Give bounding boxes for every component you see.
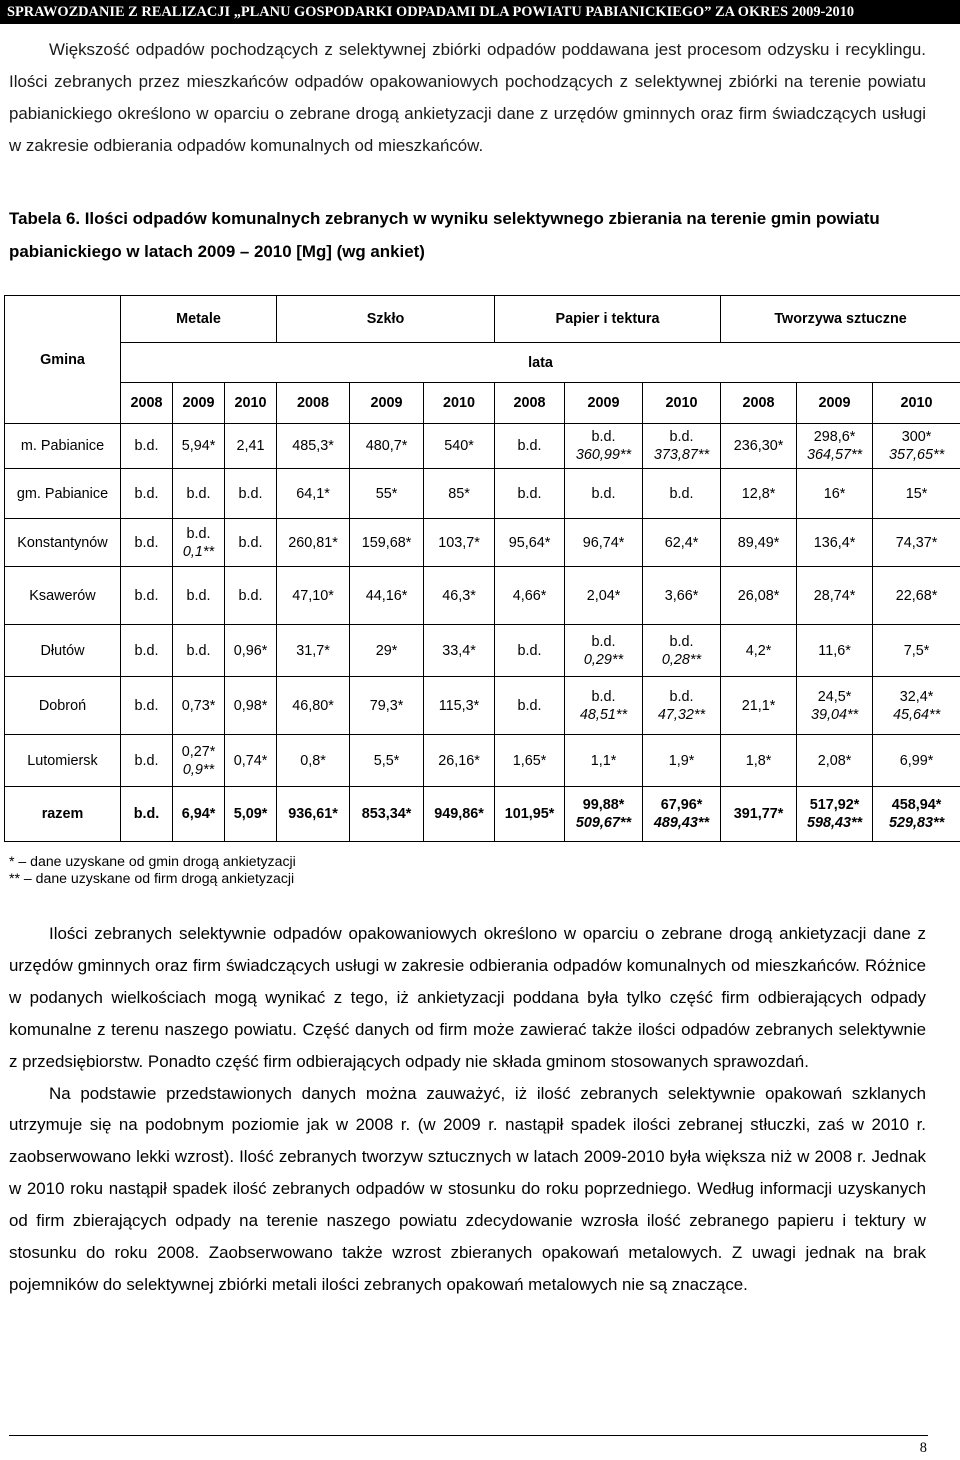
cell-value: 67,96* [660, 797, 703, 813]
cell-value: 540* [444, 438, 474, 454]
data-cell [350, 735, 424, 787]
cell-value: 29* [375, 642, 398, 659]
intro-text: Większość odpadów pochodzących z selektywnej zbiórki odpadów poddawana jest procesom odzysku i recyklingu. Ilości zebranych przez mieszkańców odpadów opakowaniowych pochodzących z selektywnej zbiórki na terenie powiatu pabianickiego określono w oparciu o zebrane drogą ankietyzacji dane z urzędów gminnych oraz firm świadczących usługi w zakresie odbierania odpadów komunalnych od mieszkańców. [9, 40, 926, 155]
data-cell [121, 424, 173, 469]
data-cell [721, 677, 797, 735]
data-cell [721, 625, 797, 677]
table-row [5, 735, 960, 787]
data-cell [350, 787, 424, 842]
gmina-name: m. Pabianice [5, 424, 121, 469]
table-row [5, 424, 960, 469]
data-cell [350, 519, 424, 567]
data-cell [565, 787, 643, 842]
cell-value: 1,1* [590, 752, 617, 769]
cell-value: 47,10* [292, 587, 334, 604]
year-header: 2009 [565, 383, 643, 424]
cell-value: 236,30* [733, 438, 784, 454]
cell-value: 2,41 [236, 438, 265, 454]
data-cell [277, 469, 350, 519]
data-cell [797, 787, 873, 842]
data-cell [424, 787, 495, 842]
cell-value: b.d. [669, 429, 694, 445]
year-header: 2009 [350, 383, 424, 424]
year-header: 2008 [495, 383, 565, 424]
cell-value: b.d. [186, 587, 211, 604]
table-row [5, 567, 960, 625]
data-cell [721, 469, 797, 519]
cell-value: 1,8* [745, 752, 772, 769]
year-header: 2010 [643, 383, 721, 424]
data-cell [277, 519, 350, 567]
lata-header: lata [121, 343, 960, 383]
data-cell [424, 625, 495, 677]
cell-value: 2,08* [817, 752, 852, 769]
cell-value: 21,1* [741, 697, 776, 714]
cell-value-firms: 45,64** [892, 706, 941, 723]
cell-value: b.d. [517, 697, 542, 714]
cell-value-firms: 373,87** [653, 447, 710, 463]
year-header: 2008 [121, 383, 173, 424]
cell-value-firms: 0,29** [583, 651, 624, 668]
data-cell [495, 519, 565, 567]
gmina-name: razem [5, 787, 121, 842]
cell-value-firms: 357,65** [888, 447, 945, 463]
cell-value: b.d. [517, 438, 542, 454]
cell-value: b.d. [591, 485, 616, 502]
data-cell [565, 424, 643, 469]
cell-value: 0,74* [233, 752, 268, 769]
data-cell [565, 469, 643, 519]
cell-value: 391,77* [733, 806, 784, 822]
cell-value: 64,1* [296, 485, 330, 502]
data-cell [225, 625, 277, 677]
cell-value: 7,5* [903, 642, 930, 659]
gmina-name: Konstantynów [5, 519, 121, 567]
data-cell [643, 735, 721, 787]
data-cell [225, 519, 277, 567]
data-cell [873, 519, 960, 567]
cell-value: 101,95* [504, 806, 555, 822]
cell-value: 12,8* [741, 485, 776, 502]
data-cell [873, 424, 960, 469]
data-cell [873, 735, 960, 787]
cell-value: 6,94* [181, 806, 216, 822]
table-caption: Tabela 6. Ilości odpadów komunalnych zebranych w wyniku selektywnego zbierania na terenie gmin powiatu pabianickiego w latach 2009 – 2010 [Mg] (wg ankiet) [9, 209, 880, 261]
data-cell [350, 677, 424, 735]
data-cell [225, 735, 277, 787]
data-cell [873, 567, 960, 625]
data-cell [873, 625, 960, 677]
data-cell [721, 519, 797, 567]
cell-value: 26,16* [438, 752, 480, 769]
cell-value: 0,73* [181, 697, 216, 714]
cell-value: 79,3* [369, 697, 404, 714]
cell-value: 159,68* [361, 534, 412, 551]
page-header: SPRAWOZDANIE Z REALIZACJI „PLANU GOSPODARKI ODPADAMI DLA POWIATU PABIANICKIEGO” ZA OKRES 2009-2010 [0, 0, 960, 24]
data-cell [873, 677, 960, 735]
data-cell [424, 469, 495, 519]
cell-value: 298,6* [813, 429, 856, 445]
cell-value: 33,4* [442, 642, 476, 659]
intro-paragraph [9, 34, 926, 162]
cell-value-firms: 0,1** [182, 543, 215, 560]
data-cell [350, 625, 424, 677]
cell-value: 458,94* [891, 797, 942, 813]
data-cell [495, 469, 565, 519]
cell-value: b.d. [669, 485, 694, 502]
cell-value: 26,08* [737, 587, 780, 604]
cell-value: 85* [448, 485, 470, 502]
cell-value: b.d. [134, 642, 159, 659]
cell-value: 89,49* [737, 534, 780, 551]
cell-value: b.d. [134, 534, 159, 551]
cell-value: 95,64* [508, 534, 551, 551]
year-header: 2010 [424, 383, 495, 424]
cell-value: 32,4* [899, 688, 934, 705]
waste-table [4, 295, 960, 842]
cell-value: b.d. [134, 438, 159, 454]
cell-value: 3,66* [664, 587, 699, 604]
cell-value: 0,98* [233, 697, 268, 714]
cell-value: 5,09* [233, 806, 268, 822]
data-cell [277, 735, 350, 787]
data-cell [495, 677, 565, 735]
year-header: 2010 [225, 383, 277, 424]
data-cell [277, 787, 350, 842]
gmina-name: Lutomiersk [5, 735, 121, 787]
data-cell [173, 519, 225, 567]
cell-value: b.d. [133, 806, 160, 822]
cell-value: 949,86* [434, 806, 484, 822]
data-cell [643, 625, 721, 677]
cell-value: 31,7* [296, 642, 330, 659]
data-cell [225, 424, 277, 469]
data-cell [643, 567, 721, 625]
data-cell [643, 677, 721, 735]
data-cell [277, 424, 350, 469]
cell-value: b.d. [186, 525, 211, 542]
cell-value: b.d. [186, 642, 211, 659]
data-cell [424, 519, 495, 567]
cell-value: 74,37* [895, 534, 938, 551]
cell-value: 96,74* [582, 534, 625, 551]
cell-value: 936,61* [288, 806, 338, 822]
table-row [5, 677, 960, 735]
year-header: 2010 [873, 383, 960, 424]
data-cell [173, 735, 225, 787]
data-cell [424, 424, 495, 469]
cell-value: 853,34* [361, 806, 412, 822]
body-text [9, 918, 926, 1301]
cell-value: b.d. [591, 688, 616, 705]
cell-value: 517,92* [809, 797, 860, 813]
data-cell [121, 787, 173, 842]
cell-value: b.d. [134, 485, 159, 502]
data-cell [797, 424, 873, 469]
data-cell [225, 469, 277, 519]
data-cell [173, 469, 225, 519]
data-cell [797, 567, 873, 625]
page-number: 8 [919, 1440, 927, 1456]
year-header: 2008 [721, 383, 797, 424]
data-cell [173, 677, 225, 735]
data-cell [721, 735, 797, 787]
data-cell [643, 424, 721, 469]
data-cell [225, 567, 277, 625]
data-cell [873, 787, 960, 842]
data-cell [643, 787, 721, 842]
data-cell [565, 567, 643, 625]
data-cell [721, 787, 797, 842]
cell-value: 16* [823, 485, 846, 502]
data-cell [797, 735, 873, 787]
group-header-papier: Papier i tektura [495, 296, 721, 343]
body-paragraph-1-text: Ilości zebranych selektywnie odpadów opakowaniowych określono w oparciu o zebrane drogą ankietyzacji dane z urzędów gminnych oraz firm świadczących usługi w zakresie odbierania odpadów komunalnych od mieszkańców. Różnice w podanych wielkościach mogą wynikać z tego, iż ankietyzacji poddana była tylko część firm odbierających odpady komunalne z terenu naszego powiatu. Część danych od firm może zawierać także ilości odpadów zebranych selektywnie z przedsiębiorstw. Ponadto część firm odbierających odpady nie składa gminom stosowanych sprawozdań. [9, 924, 926, 1071]
cell-value: 480,7* [365, 438, 408, 454]
cell-value: b.d. [238, 587, 263, 604]
cell-value: 46,3* [442, 587, 476, 604]
data-cell [173, 567, 225, 625]
data-cell [495, 424, 565, 469]
data-cell [350, 469, 424, 519]
data-cell [121, 677, 173, 735]
data-cell [797, 625, 873, 677]
total-row [5, 787, 960, 842]
cell-value: b.d. [186, 485, 211, 502]
data-cell [225, 787, 277, 842]
cell-value: 2,04* [586, 587, 621, 604]
data-cell [277, 567, 350, 625]
data-cell [121, 519, 173, 567]
cell-value: 115,3* [438, 697, 480, 714]
cell-value: 103,7* [438, 534, 480, 551]
cell-value: b.d. [669, 688, 694, 705]
cell-value: 0,27* [181, 743, 216, 760]
cell-value-firms: 509,67** [575, 815, 632, 831]
table-row [5, 625, 960, 677]
data-cell [495, 787, 565, 842]
cell-value: b.d. [517, 642, 542, 659]
cell-value: 15* [905, 485, 928, 502]
data-cell [173, 424, 225, 469]
data-cell [721, 567, 797, 625]
data-cell [797, 519, 873, 567]
cell-value: b.d. [669, 633, 694, 650]
data-cell [121, 625, 173, 677]
cell-value: 6,99* [899, 752, 934, 769]
cell-value: 0,8* [300, 752, 326, 769]
gmina-header: Gmina [5, 296, 121, 424]
group-header-metale: Metale [121, 296, 277, 343]
cell-value: 4,66* [512, 587, 547, 604]
cell-value: 99,88* [582, 797, 625, 813]
cell-value: 136,4* [813, 534, 856, 551]
cell-value: 11,6* [818, 642, 851, 659]
cell-value-firms: 0,28** [661, 651, 702, 668]
group-header-tworzywa: Tworzywa sztuczne [721, 296, 960, 343]
cell-value: 46,80* [292, 697, 334, 714]
data-cell [121, 567, 173, 625]
gmina-name: Dobroń [5, 677, 121, 735]
cell-value-firms: 47,32** [657, 706, 706, 723]
cell-value: b.d. [517, 485, 542, 502]
data-cell [797, 677, 873, 735]
data-cell [565, 519, 643, 567]
data-cell [121, 735, 173, 787]
note-gminy: * – dane uzyskane od gmin drogą ankietyzacji [9, 853, 296, 869]
cell-value: b.d. [591, 633, 616, 650]
cell-value-firms: 489,43** [653, 815, 710, 831]
data-cell [424, 735, 495, 787]
body-paragraph-2-text: Na podstawie przedstawionych danych można zauważyć, iż ilość zebranych selektywnie opakowań szklanych utrzymuje się na podobnym poziomie jak w 2008 r. (w 2009 r. nastąpił spadek ilości zebranej stłuczki, zaś w 2010 r. zaobserwowano lekki wzrost). Ilość zebranych tworzyw sztucznych w latach 2009-2010 była większa niż w 2008 r. Jednak w 2010 roku nastąpił spadek ilość zebranych odpadów w stosunku do roku poprzedniego. Według informacji uzyskanych od firm zbierających odpady na terenie naszego powiatu zdecydowanie wzrosła ilość zebranego papieru i tektury w stosunku do roku 2008. Zaobserwowano także wzrost zbieranych opakowań metalowych. Z uwagi jednak na brak pojemników do selektywnej zbiórki metali ilości zebranych opakowań metalowych nie są znaczące. [9, 1083, 926, 1294]
cell-value: 4,2* [745, 642, 772, 659]
cell-value-firms: 48,51** [579, 706, 628, 723]
data-cell [565, 735, 643, 787]
data-cell [350, 424, 424, 469]
cell-value-firms: 529,83** [888, 815, 945, 831]
data-cell [721, 424, 797, 469]
cell-value: 62,4* [664, 534, 699, 551]
year-header: 2009 [173, 383, 225, 424]
cell-value: 55* [375, 485, 398, 502]
cell-value: 24,5* [817, 688, 852, 705]
cell-value: b.d. [134, 752, 159, 769]
cell-value: b.d. [238, 485, 263, 502]
cell-value: 5,5* [373, 752, 400, 769]
cell-value-firms: 0,9** [182, 761, 215, 778]
data-cell [565, 625, 643, 677]
cell-value-firms: 598,43** [806, 815, 863, 831]
cell-value-firms: 364,57** [806, 447, 863, 463]
cell-value: 1,65* [512, 752, 547, 769]
cell-value: 300* [901, 429, 932, 445]
cell-value: b.d. [134, 587, 159, 604]
cell-value: 260,81* [288, 534, 338, 551]
group-header-szklo: Szkło [277, 296, 495, 343]
cell-value: 485,3* [292, 438, 334, 454]
data-cell [424, 677, 495, 735]
data-cell [277, 625, 350, 677]
cell-value: 1,9* [668, 752, 695, 769]
table-row [5, 519, 960, 567]
cell-value: b.d. [591, 429, 616, 445]
data-cell [643, 469, 721, 519]
cell-value: 44,16* [365, 587, 408, 604]
table-notes [9, 853, 409, 887]
footer-divider [9, 1435, 928, 1436]
cell-value: 22,68* [895, 587, 938, 604]
gmina-name: Ksawerów [5, 567, 121, 625]
data-cell [173, 625, 225, 677]
data-cell [173, 787, 225, 842]
data-cell [643, 519, 721, 567]
gmina-name: gm. Pabianice [5, 469, 121, 519]
data-cell [873, 469, 960, 519]
data-cell [121, 469, 173, 519]
cell-value: b.d. [238, 534, 263, 551]
note-firmy: ** – dane uzyskane od firm drogą ankietyzacji [9, 870, 295, 886]
table-row [5, 469, 960, 519]
year-header: 2009 [797, 383, 873, 424]
data-cell [495, 625, 565, 677]
data-cell [797, 469, 873, 519]
gmina-name: Dłutów [5, 625, 121, 677]
data-cell [495, 567, 565, 625]
data-cell [495, 735, 565, 787]
data-cell [565, 677, 643, 735]
cell-value: b.d. [134, 697, 159, 714]
data-cell [350, 567, 424, 625]
cell-value: 28,74* [813, 587, 856, 604]
cell-value: 5,94* [181, 438, 216, 454]
data-cell [424, 567, 495, 625]
cell-value-firms: 39,04** [810, 706, 859, 723]
year-header: 2008 [277, 383, 350, 424]
data-cell [277, 677, 350, 735]
cell-value: 0,96* [233, 642, 268, 659]
body-paragraph-2 [9, 1078, 926, 1301]
cell-value-firms: 360,99** [575, 447, 632, 463]
body-paragraph-1 [9, 918, 926, 1078]
data-cell [225, 677, 277, 735]
